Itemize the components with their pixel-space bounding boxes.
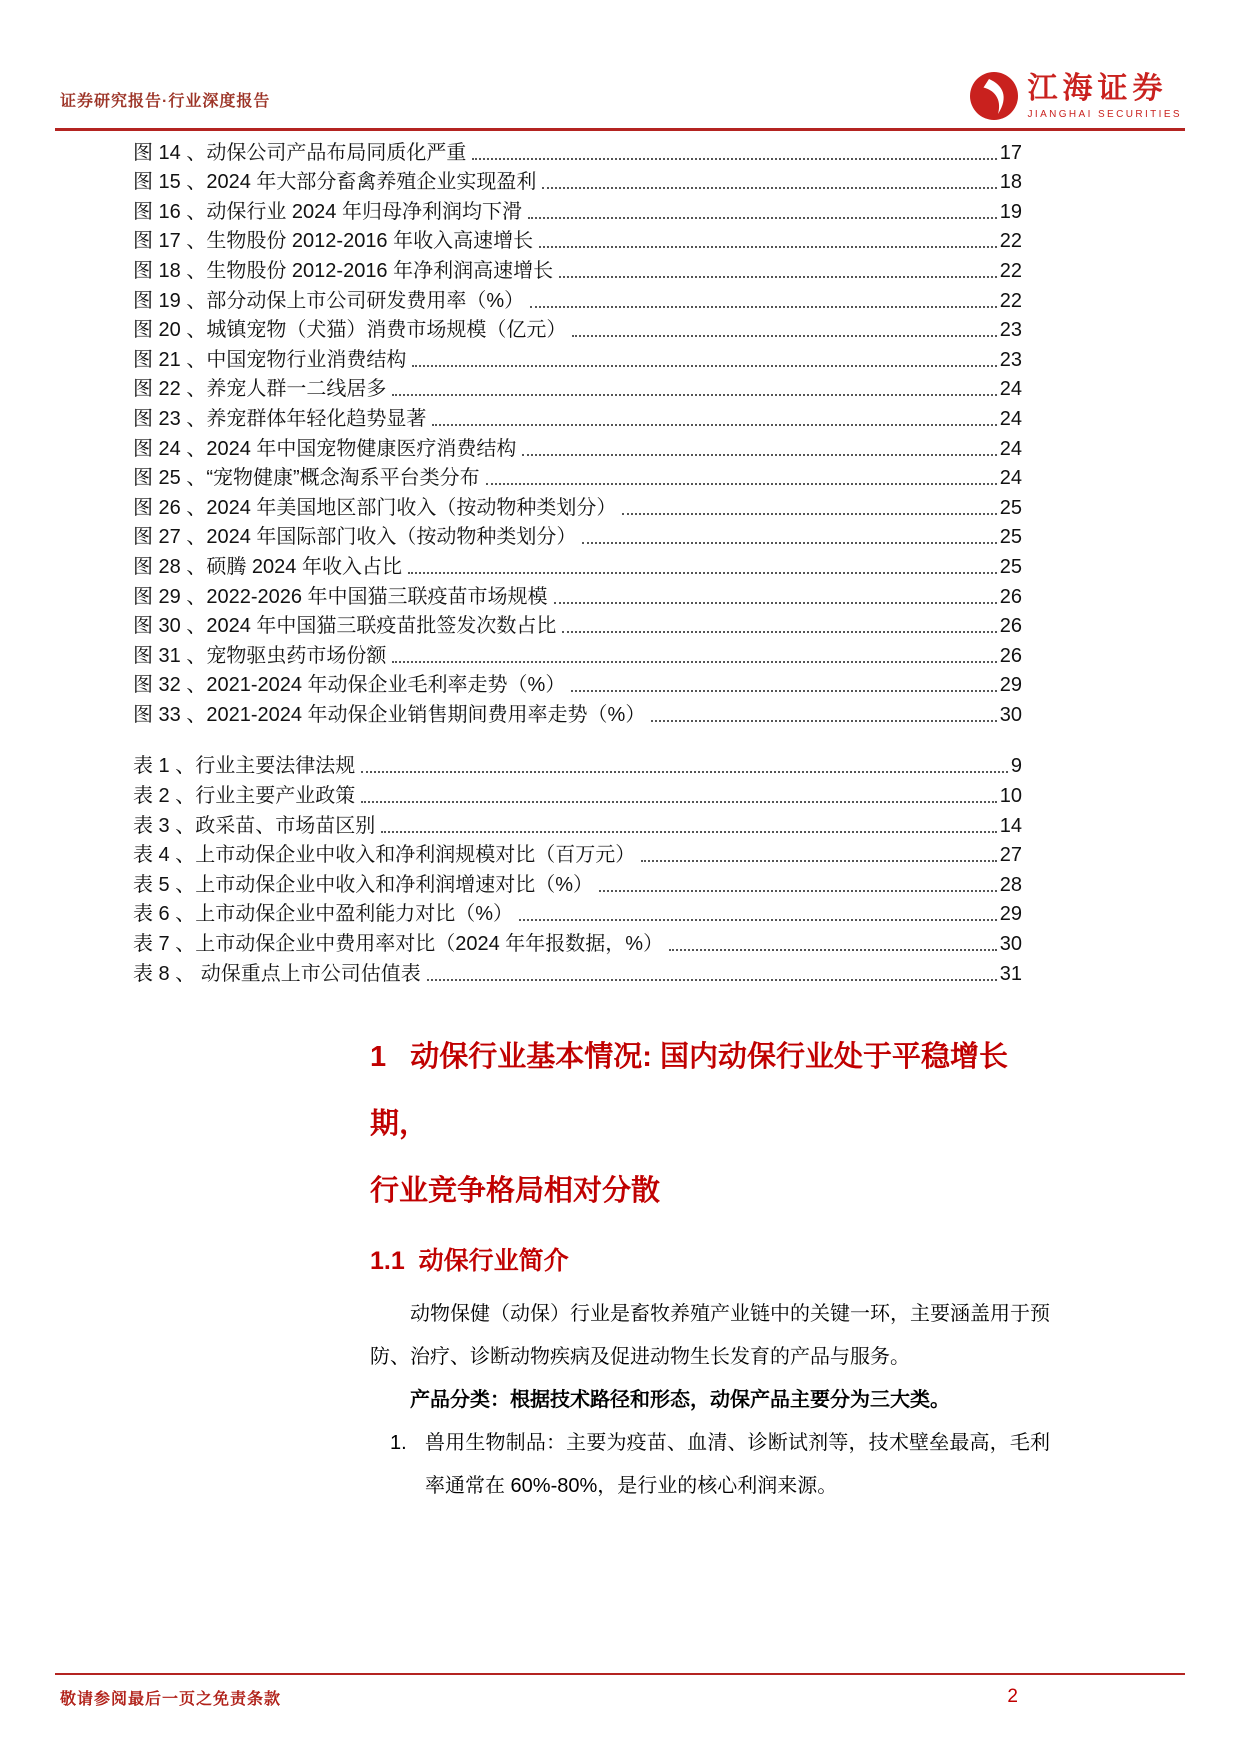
toc-figure-label: 图 30 、2024 年中国猫三联疫苗批签发次数占比: [133, 615, 557, 638]
toc-figure-label: 图 19 、部分动保上市公司研发费用率（%）: [133, 289, 525, 312]
toc-table-label: 表 8 、 动保重点上市公司估值表: [133, 962, 421, 985]
toc-figure-page-number: 26: [999, 644, 1022, 667]
brand-logo-block: [970, 72, 1182, 120]
toc-table-page-number: 14: [999, 814, 1022, 837]
toc-figure-label: 图 26 、2024 年美国地区部门收入（按动物种类划分）: [133, 496, 617, 519]
toc-figure-page-number: 24: [999, 407, 1022, 430]
dot-leader: [412, 365, 996, 367]
dot-leader: [522, 454, 996, 456]
toc-figure-entry[interactable]: [133, 194, 1022, 224]
toc-figure-label: 图 15 、2024 年大部分畜禽养殖企业实现盈利: [133, 171, 537, 194]
toc-figure-entry[interactable]: [133, 313, 1022, 343]
toc-table-label: 表 7 、上市动保企业中费用率对比（2024 年年报数据，%）: [133, 933, 664, 956]
toc-table-page-number: 28: [999, 873, 1022, 896]
toc-table-label: 表 6 、上市动保企业中盈利能力对比（%）: [133, 903, 514, 926]
dot-leader: [361, 771, 1008, 773]
toc-table-label: 表 5 、上市动保企业中收入和净利润增速对比（%）: [133, 873, 594, 896]
dot-leader: [432, 424, 996, 426]
toc-table-label: 表 3 、政采苗、市场苗区别: [133, 814, 376, 837]
toc-table-page-number: 9: [1010, 755, 1022, 778]
toc-figure-page-number: 24: [999, 378, 1022, 401]
dot-leader: [572, 335, 996, 337]
toc-table-entry[interactable]: [133, 778, 1022, 808]
dot-leader: [562, 631, 996, 633]
dot-leader: [571, 690, 996, 692]
dot-leader: [530, 306, 997, 308]
toc-figure-label: 图 24 、2024 年中国宠物健康医疗消费结构: [133, 437, 517, 460]
footer-disclaimer: 敬请参阅最后一页之免责条款: [60, 1691, 282, 1708]
toc-figure-entry[interactable]: [133, 520, 1022, 550]
toc-figure-label: 图 20 、城镇宠物（犬猫）消费市场规模（亿元）: [133, 319, 567, 342]
dot-leader: [427, 979, 997, 981]
dot-leader: [554, 602, 997, 604]
toc-figure-label: 图 23 、养宠群体年轻化趋势显著: [133, 407, 427, 430]
dot-leader: [539, 246, 997, 248]
table-of-contents: [133, 135, 1022, 986]
dot-leader: [559, 276, 997, 278]
toc-table-label: 表 2 、行业主要产业政策: [133, 785, 356, 808]
toc-table-entry[interactable]: [133, 926, 1022, 956]
list-item-1-text: 兽用生物制品：主要为疫苗、血清、诊断试剂等，技术壁垒最高，毛利率通常在 60%-80%，是行业的核心利润来源。: [425, 1431, 1050, 1497]
page-number: 2: [1007, 1686, 1018, 1707]
section-heading-line2: 行业竞争格局相对分散: [370, 1174, 661, 1207]
toc-figure-label: 图 29 、2022-2026 年中国猫三联疫苗市场规模: [133, 585, 548, 608]
toc-table-label: 表 4 、上市动保企业中收入和净利润规模对比（百万元）: [133, 844, 636, 867]
toc-figures-list: [133, 135, 1022, 727]
dot-leader: [641, 860, 997, 862]
toc-figure-label: 图 14 、动保公司产品布局同质化严重: [133, 141, 467, 164]
footer-row: [0, 1675, 1240, 1709]
toc-table-entry[interactable]: [133, 749, 1022, 779]
paragraph-intro: 动物保健（动保）行业是畜牧养殖产业链中的关键一环，主要涵盖用于预防、治疗、诊断动物疾病及促进动物生长发育的产品与服务。: [370, 1302, 1050, 1368]
page-main: [0, 135, 1240, 1508]
toc-figure-entry[interactable]: [133, 461, 1022, 491]
toc-figure-label: 图 25 、“宠物健康”概念淘系平台类分布: [133, 467, 480, 490]
dot-leader: [392, 394, 996, 396]
toc-figure-entry[interactable]: [133, 697, 1022, 727]
toc-figure-page-number: 22: [999, 289, 1022, 312]
toc-figure-page-number: 19: [999, 200, 1022, 223]
toc-figure-label: 图 33 、2021-2024 年动保企业销售期间费用率走势（%）: [133, 703, 646, 726]
toc-figure-entry[interactable]: [133, 135, 1022, 165]
toc-figure-page-number: 25: [999, 555, 1022, 578]
toc-figure-page-number: 22: [999, 259, 1022, 282]
toc-figure-entry[interactable]: [133, 224, 1022, 254]
toc-figure-entry[interactable]: [133, 165, 1022, 195]
toc-figure-entry[interactable]: [133, 431, 1022, 461]
toc-figure-label: 图 28 、硕腾 2024 年收入占比: [133, 555, 402, 578]
subsection-heading: 1.1 动保行业简介: [370, 1246, 569, 1275]
toc-table-entry[interactable]: [133, 897, 1022, 927]
dot-leader: [361, 801, 997, 803]
toc-figure-entry[interactable]: [133, 283, 1022, 313]
toc-table-entry[interactable]: [133, 808, 1022, 838]
page-header: [0, 0, 1240, 120]
toc-figure-entry[interactable]: [133, 668, 1022, 698]
dot-leader: [519, 919, 997, 921]
dot-leader: [381, 831, 997, 833]
section-content: [370, 1024, 1050, 1508]
dot-leader: [582, 542, 996, 544]
toc-figure-label: 图 32 、2021-2024 年动保企业毛利率走势（%）: [133, 674, 566, 697]
toc-figure-entry[interactable]: [133, 579, 1022, 609]
toc-table-page-number: 27: [999, 844, 1022, 867]
toc-figure-page-number: 26: [999, 585, 1022, 608]
toc-figure-entry[interactable]: [133, 401, 1022, 431]
toc-figure-page-number: 24: [999, 467, 1022, 490]
list-item-1: [370, 1422, 1050, 1508]
toc-table-page-number: 30: [999, 933, 1022, 956]
dot-leader: [599, 890, 997, 892]
toc-tables-list: [133, 749, 1022, 986]
toc-figure-page-number: 25: [999, 496, 1022, 519]
paragraph-product-classification: 产品分类：根据技术路径和形态，动保产品主要分为三大类。: [410, 1388, 950, 1411]
dot-leader: [486, 483, 997, 485]
jianghai-logo-icon: [970, 72, 1018, 120]
toc-figure-label: 图 27 、2024 年国际部门收入（按动物种类划分）: [133, 526, 577, 549]
toc-table-label: 表 1 、行业主要法律法规: [133, 755, 356, 778]
dot-leader: [392, 661, 996, 663]
toc-figure-page-number: 17: [999, 141, 1022, 164]
toc-figure-page-number: 23: [999, 319, 1022, 342]
page-footer: [0, 1673, 1240, 1709]
toc-figure-entry[interactable]: [133, 342, 1022, 372]
toc-figure-page-number: 18: [999, 171, 1022, 194]
body-paragraphs: [370, 1293, 1050, 1508]
report-type-label: 证券研究报告·行业深度报告: [60, 93, 271, 110]
toc-figure-label: 图 22 、养宠人群一二线居多: [133, 378, 387, 401]
header-divider-line: [55, 128, 1185, 131]
list-item-1-number: 1.: [390, 1431, 407, 1454]
toc-figure-page-number: 25: [999, 526, 1022, 549]
toc-figure-entry[interactable]: [133, 253, 1022, 283]
dot-leader: [542, 187, 996, 189]
toc-figure-entry[interactable]: [133, 638, 1022, 668]
brand-text: [1027, 72, 1182, 120]
toc-figure-label: 图 16 、动保行业 2024 年归母净利润均下滑: [133, 200, 522, 223]
toc-figure-label: 图 17 、生物股份 2012-2016 年收入高速增长: [133, 230, 534, 253]
dot-leader: [528, 217, 997, 219]
dot-leader: [472, 158, 996, 160]
toc-table-page-number: 31: [999, 962, 1022, 985]
toc-figure-page-number: 29: [999, 674, 1022, 697]
toc-figure-label: 图 18 、生物股份 2012-2016 年净利润高速增长: [133, 259, 554, 282]
brand-name-cn: 江海证券: [1027, 72, 1168, 105]
toc-figure-label: 图 21 、中国宠物行业消费结构: [133, 348, 407, 371]
dot-leader: [651, 720, 996, 722]
dot-leader: [669, 949, 997, 951]
toc-table-page-number: 29: [999, 903, 1022, 926]
section-heading-line1: 1 动保行业基本情况: 国内动保行业处于平稳增长期，: [370, 1040, 1009, 1140]
toc-figure-entry[interactable]: [133, 549, 1022, 579]
toc-figure-page-number: 30: [999, 703, 1022, 726]
toc-figure-page-number: 24: [999, 437, 1022, 460]
dot-leader: [622, 513, 996, 515]
dot-leader: [408, 572, 997, 574]
toc-table-entry[interactable]: [133, 867, 1022, 897]
brand-name-en: JIANGHAI SECURITIES: [1027, 109, 1182, 120]
toc-figure-page-number: 26: [999, 615, 1022, 638]
toc-figure-entry[interactable]: [133, 490, 1022, 520]
toc-figure-entry[interactable]: [133, 372, 1022, 402]
toc-figure-label: 图 31 、宠物驱虫药市场份额: [133, 644, 387, 667]
toc-figure-page-number: 23: [999, 348, 1022, 371]
toc-table-page-number: 10: [999, 785, 1022, 808]
toc-table-entry[interactable]: [133, 956, 1022, 986]
toc-figure-page-number: 22: [999, 230, 1022, 253]
toc-figure-entry[interactable]: [133, 609, 1022, 639]
toc-table-entry[interactable]: [133, 838, 1022, 868]
